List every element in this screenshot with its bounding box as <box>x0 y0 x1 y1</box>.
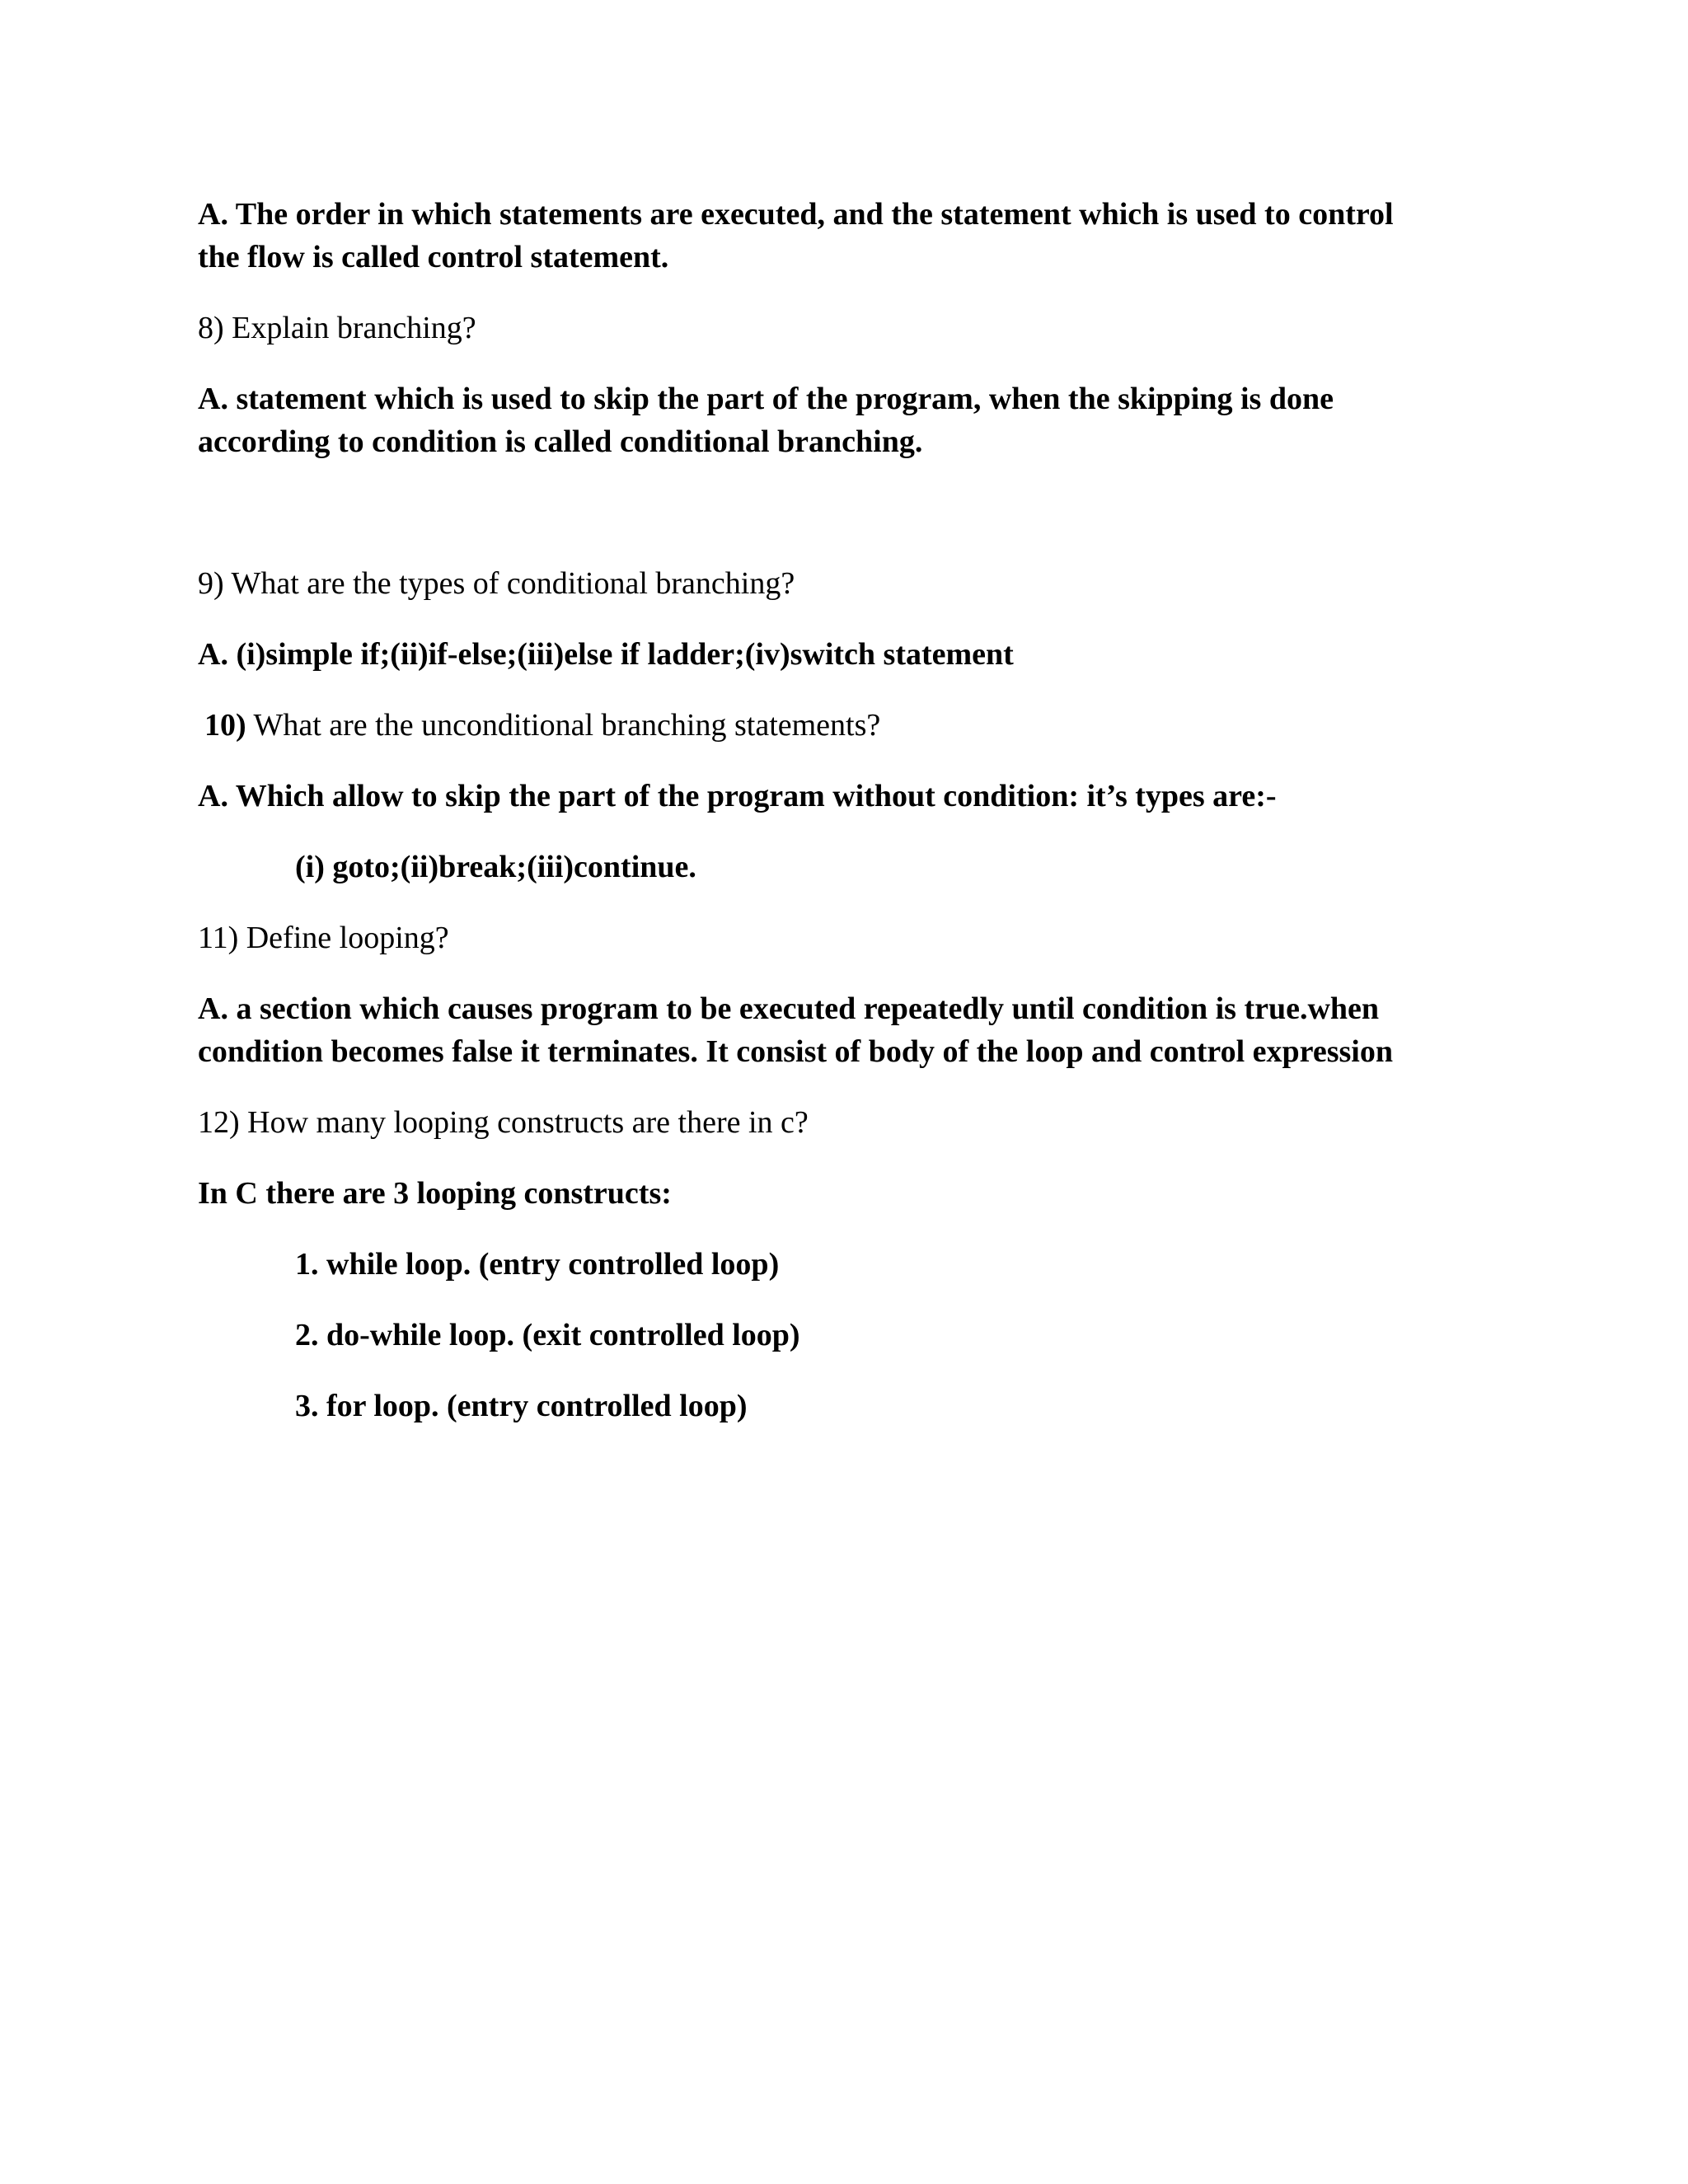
answer-9: A. (i)simple if;(ii)if-else;(iii)else if ladder;(iv)switch statement <box>198 637 1014 672</box>
question-11: 11) Define looping? <box>198 921 449 955</box>
answer-12-intro: In C there are 3 looping constructs: <box>198 1176 672 1211</box>
list-item: 1. while loop. (entry controlled loop) <box>295 1247 780 1282</box>
answer-7-line-2: the flow is called control statement. <box>198 240 669 274</box>
question-12: 12) How many looping constructs are there in c? <box>198 1105 809 1140</box>
answer-8-line-2: according to condition is called conditional branching. <box>198 424 923 459</box>
answer-11-line-1: A. a section which causes program to be executed repeatedly until condition is true.when <box>198 991 1380 1026</box>
question-8: 8) Explain branching? <box>198 311 476 345</box>
answer-10-line-2: (i) goto;(ii)break;(iii)continue. <box>295 850 696 884</box>
answer-8-line-1: A. statement which is used to skip the part of the program, when the skipping is done <box>198 382 1334 416</box>
question-10-number: 10) <box>204 708 246 743</box>
question-10 <box>204 704 880 747</box>
list-item: 2. do-while loop. (exit controlled loop) <box>295 1318 800 1352</box>
list-item: 3. for loop. (entry controlled loop) <box>295 1389 748 1423</box>
question-10-text: What are the unconditional branching statements? <box>246 708 881 743</box>
answer-10-line-1: A. Which allow to skip the part of the program without condition: it’s types are:- <box>198 779 1277 813</box>
answer-11-line-2: condition becomes false it terminates. It consist of body of the loop and control expression <box>198 1034 1393 1069</box>
answer-7-line-1: A. The order in which statements are executed, and the statement which is used to control <box>198 197 1394 232</box>
question-9: 9) What are the types of conditional branching? <box>198 566 795 601</box>
